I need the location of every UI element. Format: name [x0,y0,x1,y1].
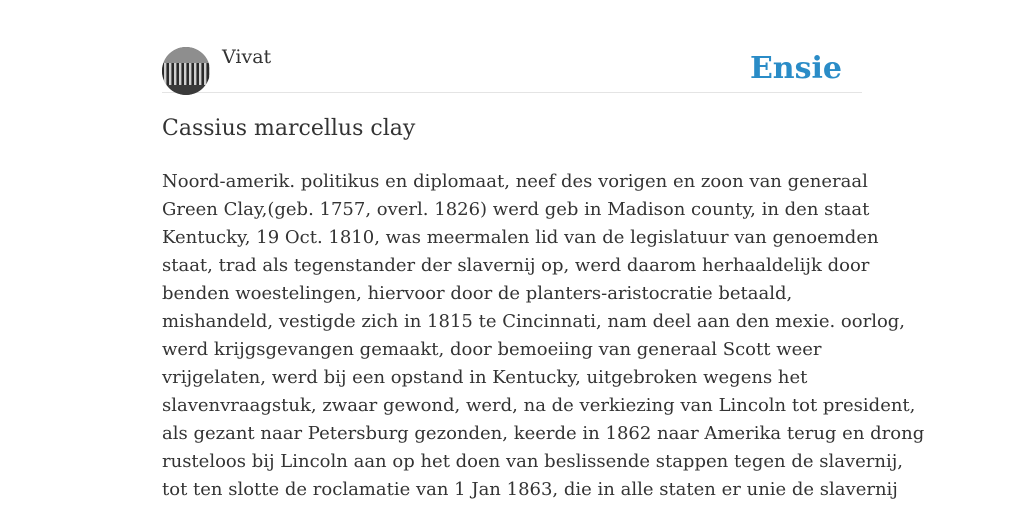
article-body-line: mishandeld, vestigde zich in 1815 te Cincinnati, nam deel aan den mexie. oorlog, [162,311,906,332]
brand-logo[interactable]: Ensie [749,51,842,86]
article-body-line: als gezant naar Petersburg gezonden, keerde in 1862 naar Amerika terug en drong [162,423,925,444]
article-body-line: Kentucky, 19 Oct. 1810, was meermalen lid van de legislatuur van genoemden [162,227,879,248]
avatar-photo-shelf [162,85,210,95]
article-body-line: benden woestelingen, hiervoor door de planters-aristocratie betaald, [162,283,793,304]
article-body-line: slavenvraagstuk, zwaar gewond, werd, na de verkiezing van Lincoln tot president, [162,395,916,416]
avatar-photo-sky [162,47,210,63]
article-body-line: vrijgelaten, werd bij een opstand in Kentucky, uitgebroken wegens het [162,367,808,388]
avatar[interactable] [162,47,210,95]
page-title: Cassius marcellus clay [162,116,416,141]
author-name[interactable]: Vivat [222,46,272,68]
article-body-line: staat, trad als tegenstander der slavernij op, werd daarom herhaaldelijk door [162,255,870,276]
article-body-line: tot ten slotte de roclamatie van 1 Jan 1863, die in alle staten er unie de slavernij [162,479,898,500]
article-body-line: Green Clay,(geb. 1757, overl. 1826) werd geb in Madison county, in den staat [162,199,870,220]
avatar-photo-books [162,63,210,85]
header [162,40,862,93]
article-body-line: Noord-amerik. politikus en diplomaat, neef des vorigen en zoon van generaal [162,171,868,192]
article-body [162,168,925,504]
article-body-line: rusteloos bij Lincoln aan op het doen van beslissende stappen tegen de slavernij, [162,451,904,472]
article-body-line: werd krijgsgevangen gemaakt, door bemoeiing van generaal Scott weer [162,339,822,360]
